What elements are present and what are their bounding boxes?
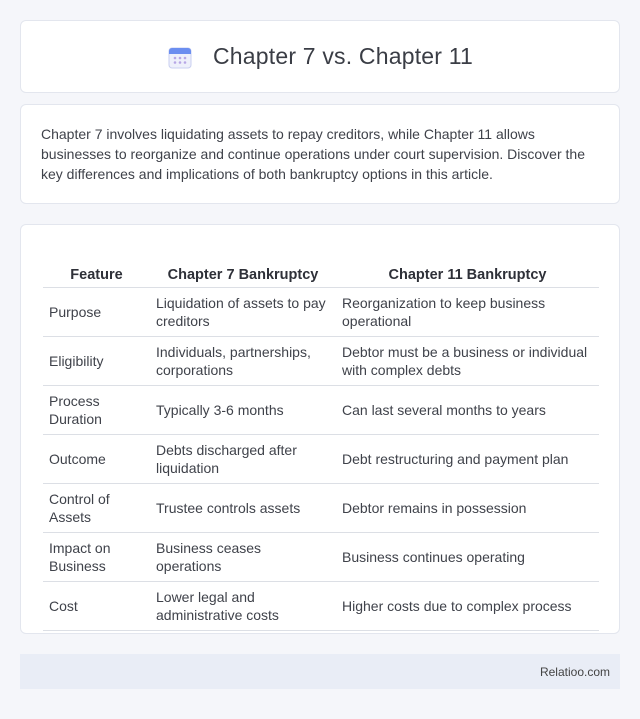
table-row: [43, 287, 599, 336]
chapter-7-cell: Debts discharged after liquidation: [150, 434, 336, 483]
chapter-7-cell: Business ceases operations: [150, 532, 336, 581]
feature-cell: Eligibility: [43, 336, 150, 385]
header-chapter-7: Chapter 7 Bankruptcy: [150, 243, 336, 287]
chapter-11-cell: Can last several months to years: [336, 385, 599, 434]
chapter-7-cell: Lower legal and administrative costs: [150, 581, 336, 630]
chapter-7-cell: Individuals, partnerships, corporations: [150, 336, 336, 385]
feature-cell: Control of Assets: [43, 483, 150, 532]
footer-brand[interactable]: Relatioo.com: [539, 664, 610, 679]
feature-cell: Outcome: [43, 434, 150, 483]
comparison-table: [43, 243, 599, 631]
table-row: [43, 336, 599, 385]
chapter-11-cell: Debtor remains in possession: [336, 483, 599, 532]
chapter-7-cell: Typically 3-6 months: [150, 385, 336, 434]
table-row: [43, 385, 599, 434]
chapter-7-cell: Liquidation of assets to pay creditors: [150, 287, 336, 336]
chapter-7-cell: Trustee controls assets: [150, 483, 336, 532]
calendar-icon: [167, 44, 193, 70]
feature-cell: Impact on Business: [43, 532, 150, 581]
page-title: Chapter 7 vs. Chapter 11: [212, 43, 474, 69]
table-row: [43, 434, 599, 483]
table-row: [43, 581, 599, 630]
chapter-11-cell: Debtor must be a business or individual with complex debts: [336, 336, 599, 385]
chapter-11-cell: Business continues operating: [336, 532, 599, 581]
intro-text: Chapter 7 involves liquidating assets to repay creditors, while Chapter 11 allows businesses to reorganize and continue operations under court supervision. Discover the key differences and implications of both bankruptcy options in this article.: [41, 126, 585, 182]
chapter-11-cell: Reorganization to keep business operational: [336, 287, 599, 336]
feature-cell: Cost: [43, 581, 150, 630]
table-row: [43, 532, 599, 581]
intro-card: [20, 104, 620, 204]
feature-cell: Process Duration: [43, 385, 150, 434]
chapter-11-cell: Debt restructuring and payment plan: [336, 434, 599, 483]
table-row: [43, 483, 599, 532]
chapter-11-cell: Higher costs due to complex process: [336, 581, 599, 630]
footer: [20, 654, 620, 689]
feature-cell: Purpose: [43, 287, 150, 336]
title-card: [20, 20, 620, 93]
table-header-row: [43, 243, 599, 287]
comparison-table-card: [20, 224, 620, 634]
header-feature: Feature: [43, 243, 150, 287]
header-chapter-11: Chapter 11 Bankruptcy: [336, 243, 599, 287]
